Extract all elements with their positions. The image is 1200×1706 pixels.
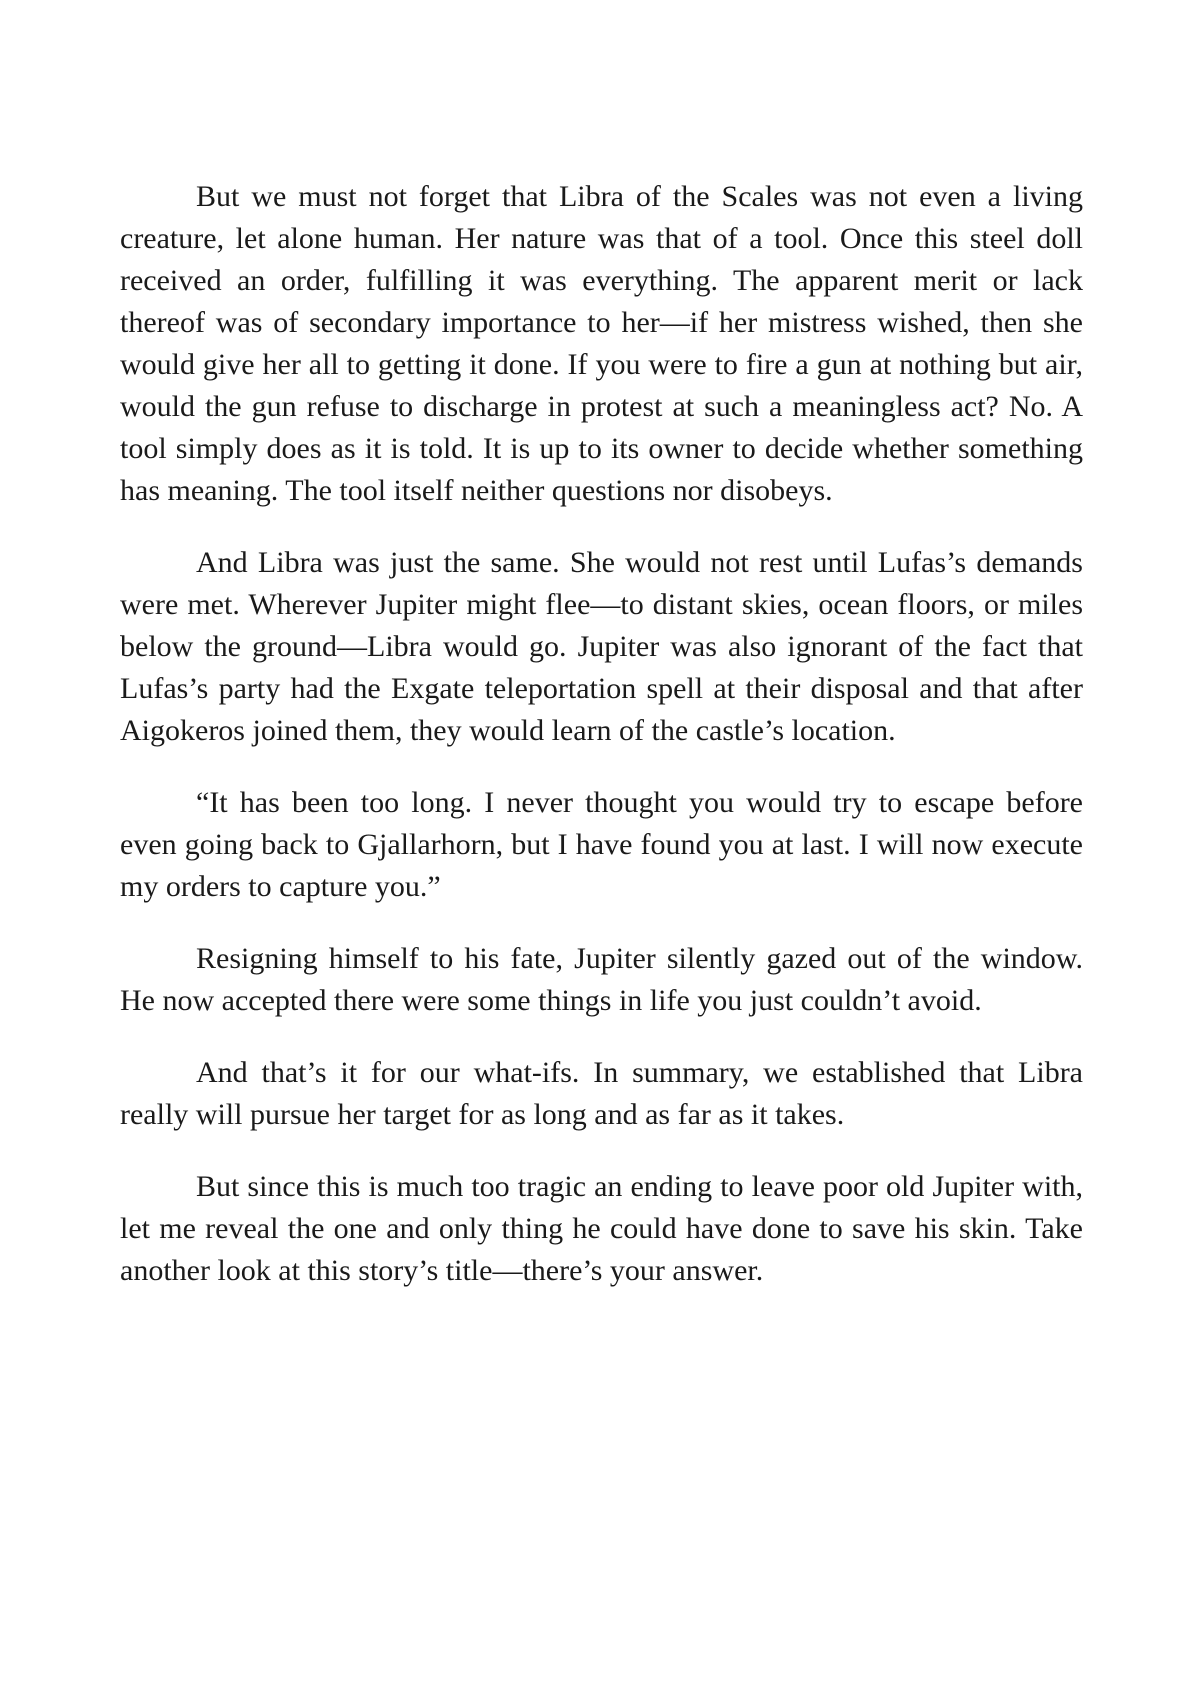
paragraph-5: And that’s it for our what-ifs. In summary, we established that Libra really will pursue her target for as long and as far as it takes. [120,1056,1083,1131]
paragraph-3: “It has been too long. I never thought you would try to escape before even going back to Gjallarhorn, but I have found you at last. I will now execute my orders to capture you.” [120,786,1083,903]
page-body-text [120,176,1083,1322]
paragraph-2: And Libra was just the same. She would not rest until Lufas’s demands were met. Wherever Jupiter might flee—to distant skies, ocean floors, or miles below the ground—Libra would go. Jupiter was also ignorant of the fact that Lufas’s party had the Exgate teleportation spell at their disposal and that after Aigokeros joined them, they would learn of the castle’s location. [120,546,1083,747]
paragraph-1: But we must not forget that Libra of the Scales was not even a living creature, let alone human. Her nature was that of a tool. Once this steel doll received an order, fulfilling it was everything. The apparent merit or lack thereof was of secondary importance to her—if her mistress wished, then she would give her all to getting it done. If you were to fire a gun at nothing but air, would the gun refuse to discharge in protest at such a meaningless act? No. A tool simply does as it is told. It is up to its owner to decide whether something has meaning. The tool itself neither questions nor disobeys. [120,180,1083,507]
paragraph-4: Resigning himself to his fate, Jupiter silently gazed out of the window. He now accepted there were some things in life you just couldn’t avoid. [120,942,1083,1017]
paragraph-6: But since this is much too tragic an ending to leave poor old Jupiter with, let me reveal the one and only thing he could have done to save his skin. Take another look at this story’s title—there’s your answer. [120,1170,1083,1287]
